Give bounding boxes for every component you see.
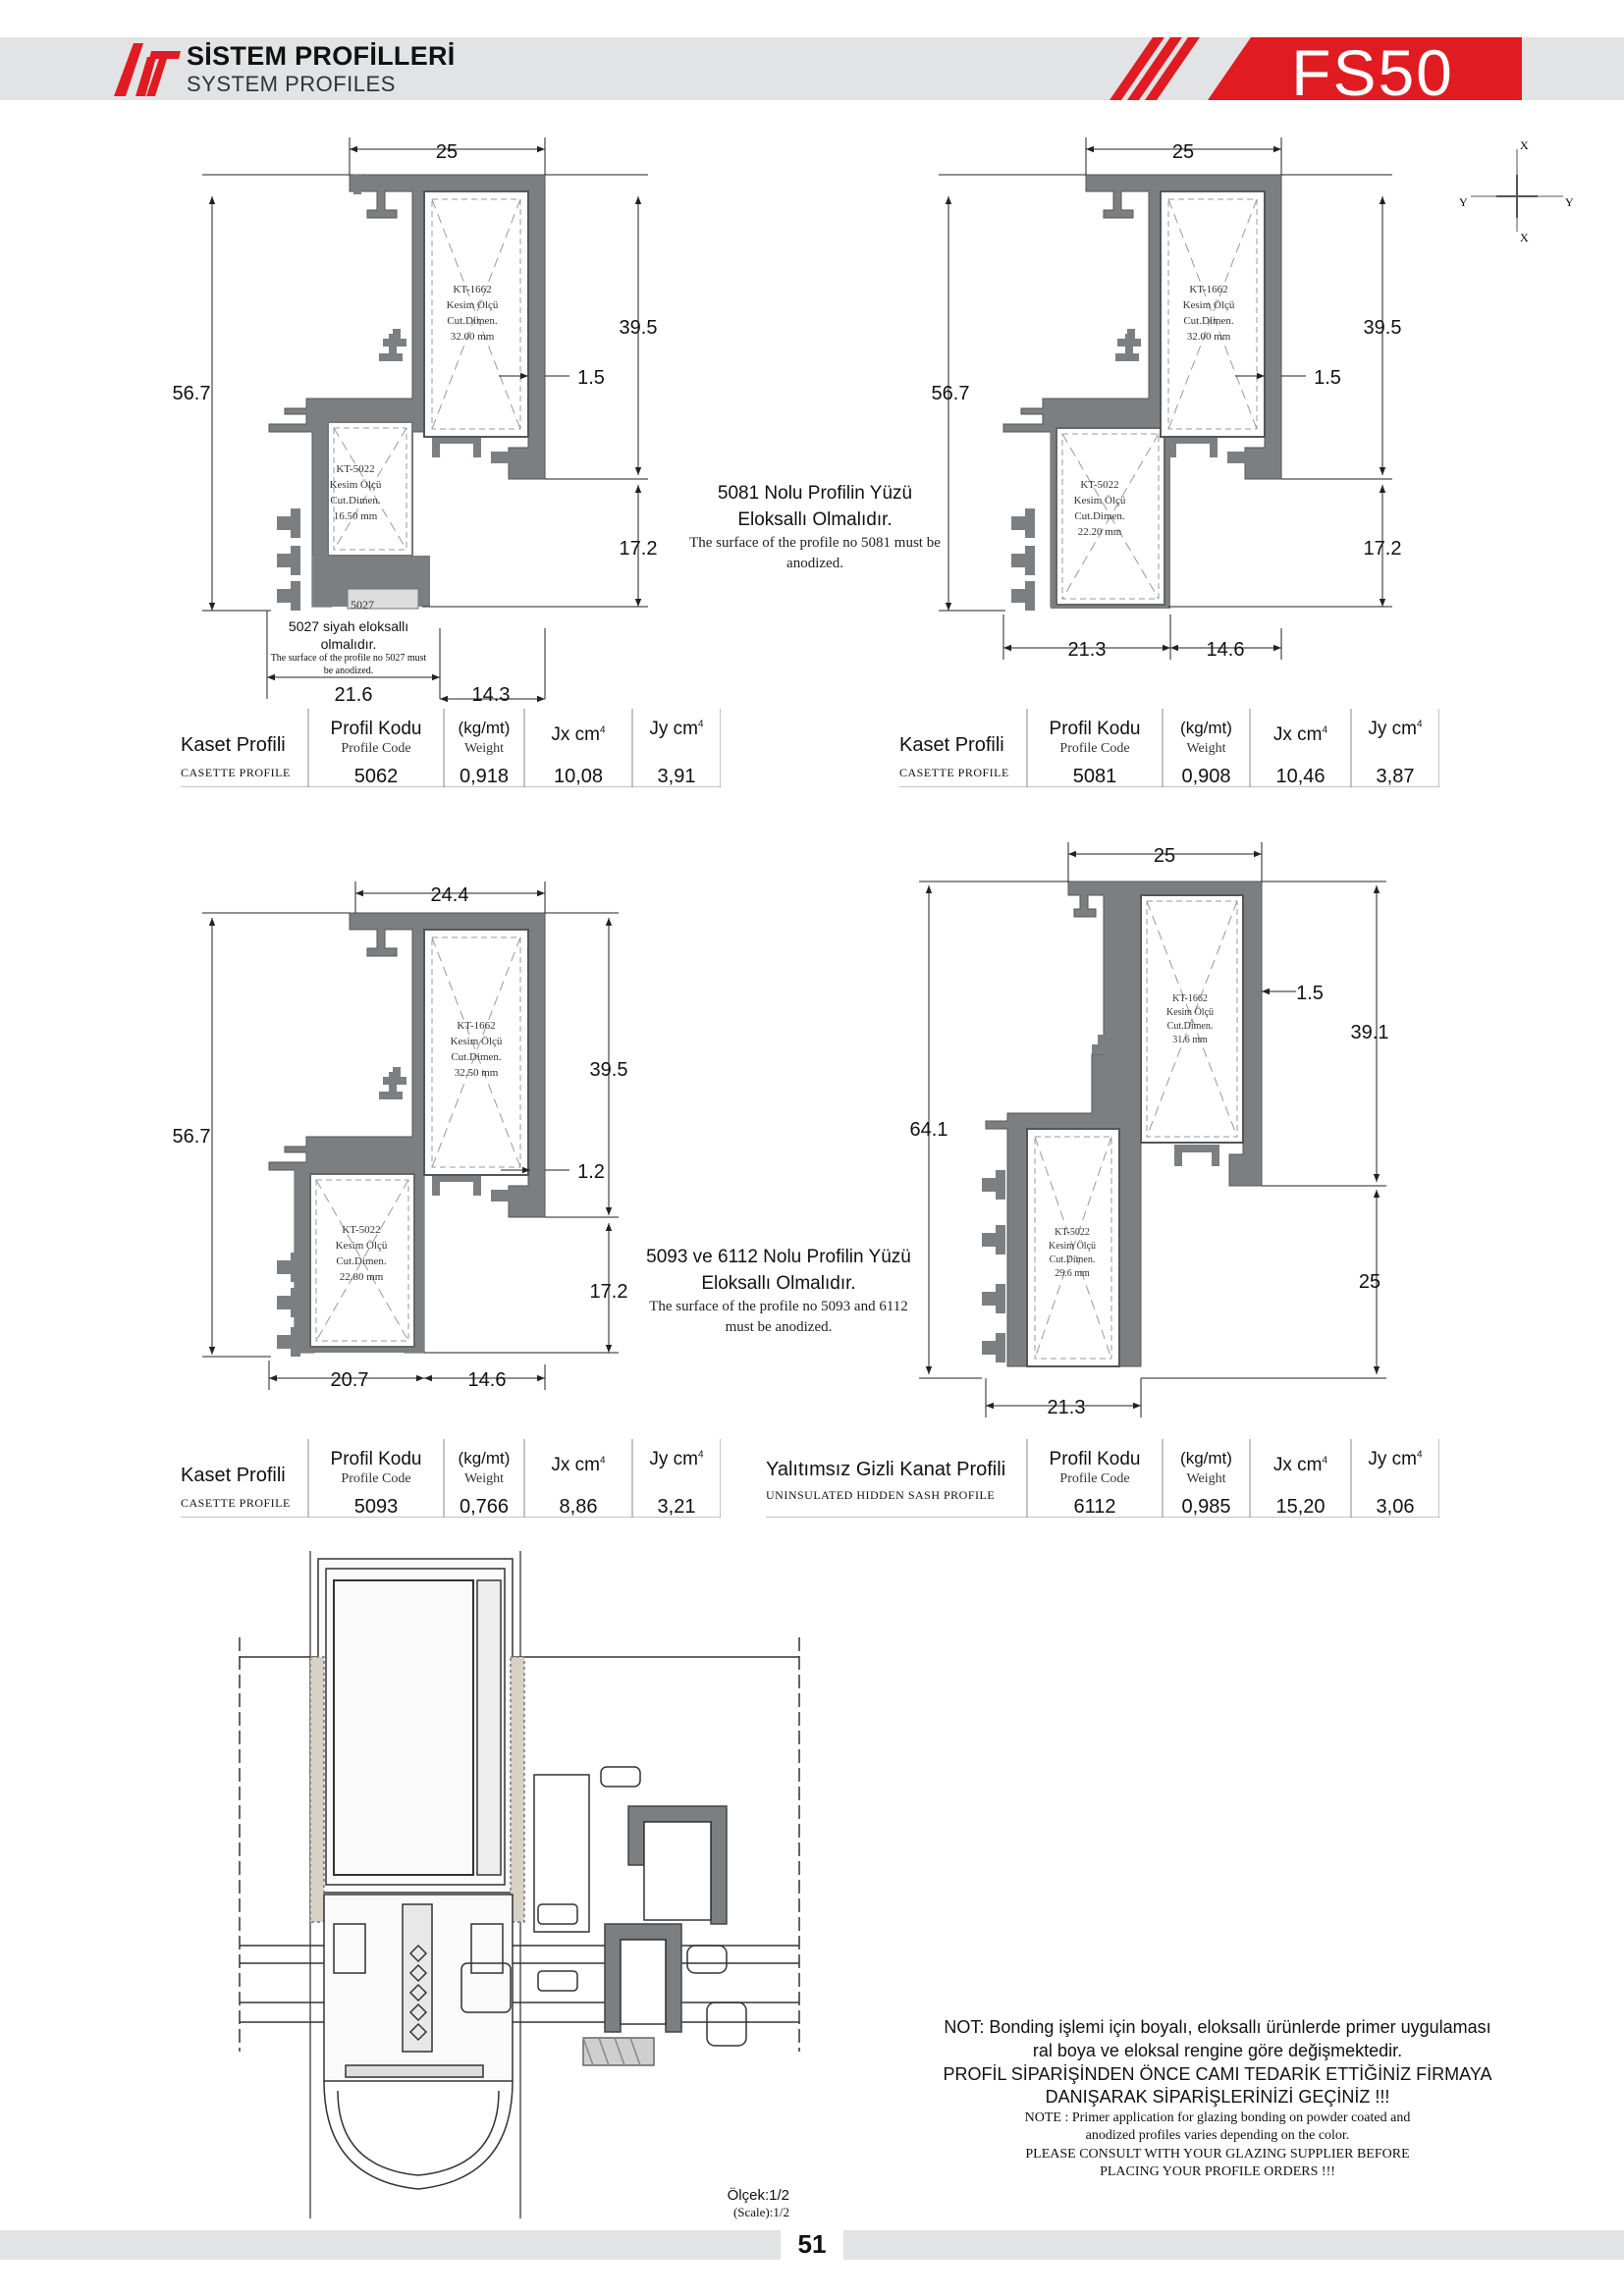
spec-table-5062 <box>181 709 721 787</box>
svg-text:Kesim Ölçü: Kesim Ölçü <box>1073 495 1126 507</box>
profile-weight: 0,908 <box>1181 766 1231 787</box>
svg-text:Kesim Ölçü: Kesim Ölçü <box>329 479 382 491</box>
assembly-section-drawing <box>240 1551 799 2218</box>
profile-code: 5093 <box>353 1496 399 1518</box>
profile-weight: 0,766 <box>459 1496 510 1518</box>
note-5062-tr: 5027 siyah eloksallı olmalıdır. <box>288 618 409 652</box>
note-5081-en: The surface of the profile no 5081 must be anodized. <box>689 535 941 572</box>
svg-text:31.6 mm: 31.6 mm <box>1172 1035 1208 1045</box>
svg-text:KT-5022: KT-5022 <box>342 1224 381 1236</box>
note-5093-tr: 5093 ve 6112 Nolu Profilin Yüzü Eloksallı Olmalıdır. <box>646 1247 911 1294</box>
profile-drawing-5062 <box>202 137 648 699</box>
series-title: FS50 <box>1291 36 1454 109</box>
svg-text:Cut.Dimen.: Cut.Dimen. <box>336 1255 387 1267</box>
svg-text:KT-5022: KT-5022 <box>1080 479 1119 491</box>
profile-code: 5081 <box>1072 766 1117 787</box>
axis-y-left: Y <box>1459 195 1468 209</box>
dim-5062-height: 56.7 <box>172 383 211 404</box>
dim-5062-lower: 17.2 <box>619 538 658 560</box>
group-name-en: UNINSULATED HIDDEN SASH PROFILE <box>766 1488 996 1502</box>
svg-text:Kesim Ölçü: Kesim Ölçü <box>450 1036 503 1047</box>
header-jx: Jx $cm^4$ <box>551 1455 606 1475</box>
dim-5081-height: 56.7 <box>931 383 970 404</box>
svg-text:32.50 mm: 32.50 mm <box>454 1067 499 1079</box>
profile-jx: 10,46 <box>1275 766 1326 787</box>
profile-jy: 3,87 <box>1376 766 1415 787</box>
header-subtitle: SYSTEM PROFILES <box>187 72 396 96</box>
profile-drawing-6112 <box>919 842 1386 1417</box>
svg-text:KT-1662: KT-1662 <box>453 284 492 295</box>
header-jx: Jx $cm^4$ <box>551 724 606 745</box>
svg-text:KT-5022: KT-5022 <box>336 463 375 475</box>
svg-text:Kesim Ölçü: Kesim Ölçü <box>1182 299 1235 311</box>
header-jy: Jy $cm^4$ <box>1368 719 1423 739</box>
note-en-2: anodized profiles varies depending on the color. <box>1085 2128 1350 2144</box>
svg-text:Cut.Dimen.: Cut.Dimen. <box>1049 1255 1096 1265</box>
svg-text:KT-5022: KT-5022 <box>1055 1227 1090 1238</box>
svg-text:Cut.Dimen.: Cut.Dimen. <box>447 315 498 327</box>
scale-tr: Ölçek:1/2 <box>727 2187 789 2204</box>
dim-5093-bottom-right: 14.6 <box>467 1369 507 1391</box>
svg-text:Kesim Ölçü: Kesim Ölçü <box>335 1240 388 1252</box>
profile-drawing-5081 <box>939 137 1392 660</box>
header-code-en: Profile Code <box>1059 741 1130 756</box>
group-name: Kaset Profili <box>181 1465 286 1486</box>
svg-text:32.00 mm: 32.00 mm <box>1186 331 1231 343</box>
svg-text:Cut.Dimen.: Cut.Dimen. <box>1074 510 1125 522</box>
header-weight: (kg/mt) <box>1180 1449 1232 1468</box>
axis-x-bottom: X <box>1520 231 1529 244</box>
header-jy: Jy $cm^4$ <box>649 1449 704 1469</box>
note-5062 <box>265 618 432 677</box>
header-code: Profil Kodu <box>1049 719 1141 739</box>
dim-5081-bottom-right: 14.6 <box>1206 639 1245 661</box>
header-weight-en: Weight <box>463 741 505 756</box>
svg-text:Kesim Ölçü: Kesim Ölçü <box>1048 1241 1097 1252</box>
svg-text:Cut.Dimen.: Cut.Dimen. <box>1166 1021 1214 1032</box>
header-code-en: Profile Code <box>341 1471 411 1486</box>
svg-text:Cut.Dimen.: Cut.Dimen. <box>1183 315 1234 327</box>
dim-5062-upper: 39.5 <box>619 317 658 339</box>
svg-text:32.00 mm: 32.00 mm <box>450 331 495 343</box>
note-tr-1: NOT: Bonding işlemi için boyalı, eloksallı ürünlerde primer uygulaması <box>944 2017 1491 2037</box>
profile-jy: 3,21 <box>657 1496 696 1518</box>
dim-5081-wall: 1.5 <box>1314 367 1341 389</box>
note-tr-2: ral boya ve eloksal rengine göre değişmektedir. <box>1032 2040 1403 2060</box>
spec-table-5081 <box>899 709 1439 787</box>
note-5081 <box>687 481 943 574</box>
dim-5081-bottom-left: 21.3 <box>1067 639 1107 661</box>
note-5062-en: The surface of the profile no 5027 must be anodized. <box>270 653 427 676</box>
header-jx: Jx $cm^4$ <box>1272 724 1328 745</box>
axis-x-top: X <box>1520 138 1529 152</box>
note-en-3: PLEASE CONSULT WITH YOUR GLAZING SUPPLIER BEFORE <box>1025 2146 1410 2162</box>
dim-5093-upper: 39.5 <box>589 1059 628 1081</box>
profile-jx: 8,86 <box>559 1496 598 1518</box>
svg-text:22.20 mm: 22.20 mm <box>1077 526 1122 538</box>
profile-drawing-5093 <box>202 881 619 1390</box>
dim-6112-height: 64.1 <box>909 1119 948 1141</box>
dim-5093-lower: 17.2 <box>589 1281 628 1303</box>
dim-5062-wall: 1.5 <box>577 367 605 389</box>
header-code: Profil Kodu <box>330 719 422 739</box>
svg-text:16.50 mm: 16.50 mm <box>333 510 378 522</box>
svg-text:22.80 mm: 22.80 mm <box>339 1271 384 1283</box>
profile-jy: 3,06 <box>1376 1496 1415 1518</box>
profile-jx: 10,08 <box>553 766 604 787</box>
scale-en: (Scale):1/2 <box>732 2205 789 2219</box>
header-weight: (kg/mt) <box>458 1449 511 1468</box>
header-code: Profil Kodu <box>330 1449 422 1469</box>
part-label-5027: 5027 <box>351 598 374 612</box>
dim-5081-lower: 17.2 <box>1363 538 1402 560</box>
header-jy: Jy $cm^4$ <box>1368 1449 1423 1469</box>
dim-6112-wall: 1.5 <box>1296 983 1324 1004</box>
svg-text:KT-1662: KT-1662 <box>1189 284 1228 295</box>
header-weight: (kg/mt) <box>1180 719 1232 737</box>
profile-jx: 15,20 <box>1275 1496 1326 1518</box>
header-code: Profil Kodu <box>1049 1449 1141 1469</box>
note-5093-6112 <box>636 1245 921 1338</box>
header-code-en: Profile Code <box>341 741 411 756</box>
header-title: SİSTEM PROFİLLERİ <box>187 41 456 71</box>
dim-6112-lower: 25 <box>1358 1271 1381 1293</box>
svg-text:Cut.Dimen.: Cut.Dimen. <box>451 1051 502 1063</box>
group-name: Kaset Profili <box>181 734 286 756</box>
dim-5081-top: 25 <box>1171 141 1195 163</box>
dim-5093-top: 24.4 <box>430 884 469 906</box>
group-name: Yalıtımsız Gizli Kanat Profili <box>766 1459 1006 1480</box>
note-en-1: NOTE : Primer application for glazing bonding on powder coated and <box>1024 2110 1411 2125</box>
profile-jy: 3,91 <box>657 766 696 787</box>
group-name: Kaset Profili <box>899 734 1004 756</box>
group-name-en: CASETTE PROFILE <box>181 1496 291 1510</box>
note-5093-en: The surface of the profile no 5093 and 6112 must be anodized. <box>649 1299 908 1336</box>
dim-6112-bottom: 21.3 <box>1047 1397 1086 1418</box>
spec-table-6112 <box>766 1439 1439 1518</box>
header-weight-en: Weight <box>1186 1471 1226 1486</box>
group-name-en: CASETTE PROFILE <box>181 766 291 779</box>
dim-5081-upper: 39.5 <box>1363 317 1402 339</box>
profile-code: 6112 <box>1073 1496 1116 1518</box>
dim-6112-upper: 39.1 <box>1350 1022 1389 1043</box>
svg-text:Kesim Ölçü: Kesim Ölçü <box>446 299 499 311</box>
header-jx: Jx $cm^4$ <box>1272 1455 1328 1475</box>
svg-text:29.6 mm: 29.6 mm <box>1055 1268 1090 1279</box>
svg-text:KT-1662: KT-1662 <box>1172 993 1208 1004</box>
header-weight-en: Weight <box>1186 741 1226 756</box>
dim-5093-height: 56.7 <box>172 1126 211 1148</box>
dim-6112-top: 25 <box>1153 845 1176 867</box>
header-weight-en: Weight <box>463 1471 505 1486</box>
dim-5062-top: 25 <box>435 141 459 163</box>
bonding-note <box>884 2016 1551 2182</box>
svg-text:Kesim Ölçü: Kesim Ölçü <box>1165 1007 1215 1018</box>
header-code-en: Profile Code <box>1059 1471 1130 1486</box>
dim-5093-bottom-left: 20.7 <box>330 1369 369 1391</box>
spec-table-5093 <box>181 1439 721 1518</box>
axis-y-right: Y <box>1565 195 1574 209</box>
profile-weight: 0,985 <box>1181 1496 1231 1518</box>
scale-label <box>687 2187 789 2220</box>
note-5081-tr: 5081 Nolu Profilin Yüzü Eloksallı Olmalıdır. <box>717 483 913 530</box>
svg-text:KT-1662: KT-1662 <box>457 1020 496 1032</box>
dim-5062-bottom-left: 21.6 <box>334 684 373 706</box>
header-weight: (kg/mt) <box>458 719 511 737</box>
note-tr-3: PROFİL SİPARİŞİNDEN ÖNCE CAMI TEDARİK ETTİĞİNİZ FİRMAYA <box>943 2063 1492 2084</box>
note-tr-4: DANIŞARAK SİPARİŞLERİNİZİ GEÇİNİZ !!! <box>1045 2087 1390 2108</box>
profile-weight: 0,918 <box>459 766 510 787</box>
page-number: 51 <box>781 2226 843 2262</box>
svg-text:Cut.Dimen.: Cut.Dimen. <box>330 495 381 507</box>
dim-5062-bottom-right: 14.3 <box>471 684 511 706</box>
group-name-en: CASETTE PROFILE <box>899 766 1009 779</box>
note-en-4: PLACING YOUR PROFILE ORDERS !!! <box>1100 2164 1335 2180</box>
profile-code: 5062 <box>353 766 399 787</box>
header-jy: Jy $cm^4$ <box>649 719 704 739</box>
dim-5093-wall: 1.2 <box>577 1161 605 1183</box>
